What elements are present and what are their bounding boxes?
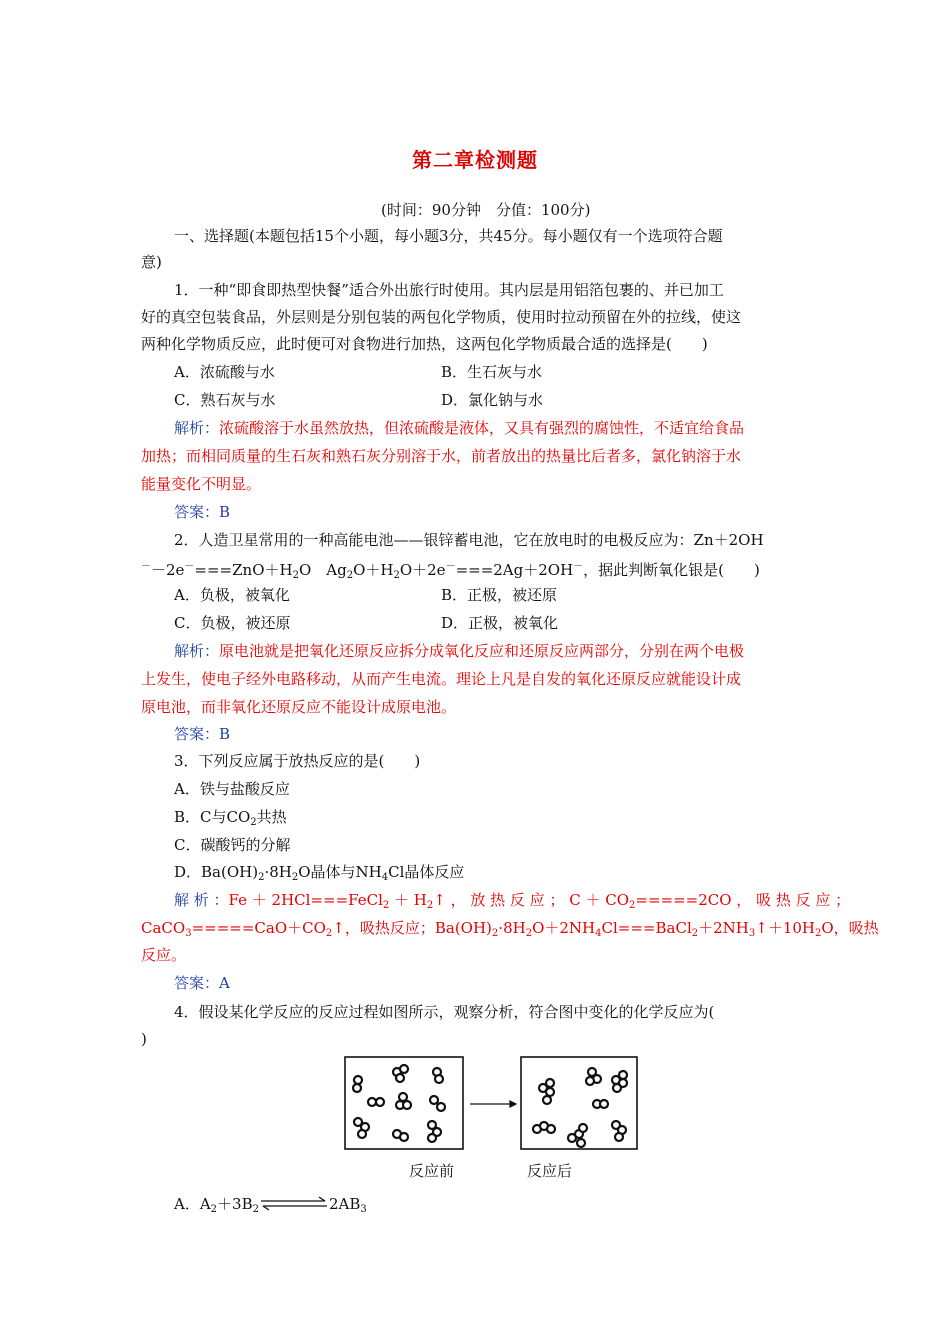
q2-explanation-line2: 上发生，使电子经外电路移动，从而产生电流。理论上凡是自发的氧化还原反应就能设计成 [141, 670, 742, 688]
q1-option-c: C．熟石灰与水 [174, 391, 276, 409]
q1-option-a: A．浓硫酸与水 [174, 363, 275, 381]
q2-option-a: A．负极，被氧化 [174, 586, 290, 604]
q1-option-d: D．氯化钠与水 [441, 391, 544, 409]
q3-explanation-line3: 反应。 [141, 946, 187, 964]
q4-stem-line1: 4．假设某化学反应的反应过程如图所示，观察分析，符合图中变化的化学反应为( [174, 1003, 715, 1021]
section-heading: 一、选择题(本题包括15个小题，每小题3分，共45分。每小题仅有一个选项符合题 [174, 227, 723, 245]
exam-meta: (时间：90分钟 分值：100分) [381, 201, 591, 219]
explanation-label: 解析： [174, 642, 220, 660]
q1-answer: 答案：B [174, 503, 231, 521]
q3-answer: 答案：A [174, 974, 230, 992]
q3-option-c: C．碳酸钙的分解 [174, 836, 291, 854]
q2-option-d: D．正极，被氧化 [441, 614, 559, 632]
arrow-icon [470, 1101, 516, 1107]
q1-explanation-line2: 加热；而相同质量的生石灰和熟石灰分别溶于水，前者放出的热量比后者多，氯化钠溶于水 [141, 447, 742, 465]
q3-stem: 3．下列反应属于放热反应的是( ) [174, 752, 421, 770]
q1-explanation-line1: 解析：浓硫酸溶于水虽然放热，但浓硫酸是液体，又具有强烈的腐蚀性，不适宜给食品 [174, 419, 745, 437]
q3-explanation-line2: $CaCO_3=====CaO+CO_2↑$，吸热反应；$Ba(OH)_2\cdot 8H_2O+2NH_4Cl===BaCl_2+2NH_3↑+10H_2O$，吸热 [141, 919, 879, 939]
q4-stem-line2: ) [141, 1030, 147, 1048]
q3-option-d: D．$Ba(OH)_2\cdot 8H_2O$晶体与$NH_4Cl$晶体反应 [174, 863, 465, 883]
q3-option-b: B．C与$CO_2$共热 [174, 808, 287, 828]
q2-option-c: C．负极，被还原 [174, 614, 291, 632]
q2-explanation-line3: 原电池，而非氧化还原反应不能设计成原电池。 [141, 698, 457, 716]
explanation-label: 解析： [174, 419, 220, 437]
explanation-label: 解 析 ： [174, 891, 229, 909]
page-title: 第二章检测题 [412, 148, 538, 172]
q2-option-b: B．正极，被还原 [441, 586, 558, 604]
q1-stem-line2: 好的真空包装食品，外层则是分别包装的两包化学物质，使用时拉动预留在外的拉线，使这 [141, 308, 742, 326]
q3-explanation-line1: 解 析 ：Fe ＋ 2HCl===FeCl$_2$ ＋ $H_2↑$ ， 放 热 反 应 ； $C + CO_2=====2CO$ ， 吸 热 反 应 ； [174, 891, 851, 911]
reaction-diagram [340, 1055, 640, 1185]
q3-option-a: A．铁与盐酸反应 [174, 780, 290, 798]
section-heading-cont: 意) [141, 253, 162, 271]
diagram-label-before: 反应前 [409, 1162, 455, 1180]
q2-answer: 答案：B [174, 725, 231, 743]
q1-stem-line3: 两种化学物质反应，此时便可对食物进行加热，这两包化学物质最合适的选择是( ) [141, 335, 708, 353]
q2-stem-line1: 2．人造卫星常用的一种高能电池——银锌蓄电池，它在放电时的电极反应为：Zn＋2OH [174, 531, 764, 549]
q1-option-b: B．生石灰与水 [441, 363, 543, 381]
equilibrium-arrow-icon [259, 1195, 329, 1211]
q2-stem-line2: $^--2e^-===ZnO+H_2O$ $Ag_2O+H_2O+2e^-===2Ag+2OH^-$，据此判断氧化银是( ) [141, 561, 760, 581]
q1-stem-line1: 1．一种“即食即热型快餐”适合外出旅行时使用。其内层是用铝箔包裹的、并已加工 [174, 281, 724, 299]
q1-explanation-line3: 能量变化不明显。 [141, 475, 262, 493]
q4-option-a: A．$A_2+3B_2$ $2AB_3$ [174, 1195, 367, 1215]
diagram-label-after: 反应后 [527, 1162, 573, 1180]
q2-explanation-line1: 解析：原电池就是把氧化还原反应拆分成氧化反应和还原反应两部分，分别在两个电极 [174, 642, 745, 660]
